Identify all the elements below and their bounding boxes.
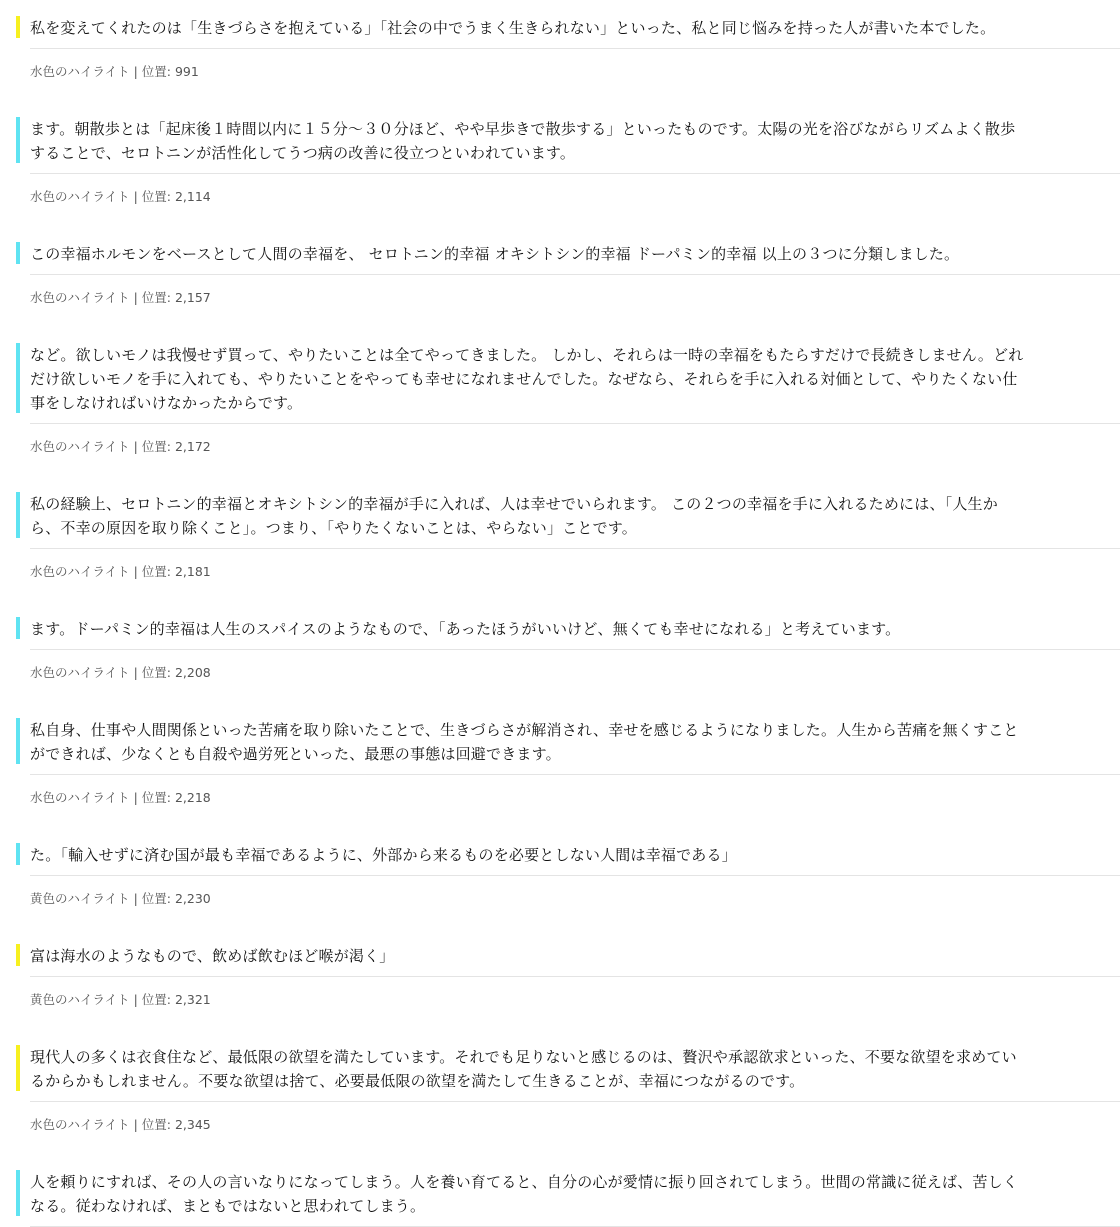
highlight-text [30,343,1072,423]
highlight-color-bar [16,492,20,538]
highlight-quote[interactable] [16,827,1120,875]
highlight-item[interactable] [0,1029,1120,1154]
highlight-item[interactable] [0,0,1120,101]
highlight-item[interactable] [0,827,1120,928]
highlight-color-bar [16,16,20,38]
highlight-quote[interactable] [16,476,1120,548]
highlight-meta: 黄色のハイライト | 位置: 2,230 [30,891,211,906]
highlight-color-bar [16,718,20,764]
highlight-text [30,16,1072,48]
highlight-color-bar [16,1170,20,1216]
highlight-quote[interactable] [16,226,1120,274]
highlight-text [30,1045,1072,1101]
highlight-item[interactable] [0,1154,1120,1227]
highlight-text-line: 富は海水のようなもので、飲めば飲むほど喉が渇く」 [30,947,395,965]
highlight-text-line: この幸福ホルモンをベースとして人間の幸福を、 セロトニン的幸福 オキシトシン的幸福 ドーパミン的幸福 以上の３つに分類しました。 [30,245,960,263]
highlight-color-bar [16,117,20,163]
highlight-text [30,492,1072,548]
highlight-meta: 黄色のハイライト | 位置: 2,321 [30,992,211,1007]
highlight-text [30,718,1072,774]
highlight-text-line: るからかもしれません。不要な欲望は捨て、必要最低限の欲望を満たして生きることが、幸福につながるのです。 [30,1072,805,1090]
highlight-color-bar [16,843,20,865]
highlight-item[interactable] [0,226,1120,327]
highlight-meta: 水色のハイライト | 位置: 2,181 [30,564,211,579]
highlight-meta: 水色のハイライト | 位置: 2,157 [30,290,211,305]
highlight-text-line: ます。ドーパミン的幸福は人生のスパイスのようなもので、「あったほうがいいけど、無くても幸せになれる」と考えています。 [30,620,901,638]
highlight-quote[interactable] [16,601,1120,649]
highlight-text-line: 私を変えてくれたのは「生きづらさを抱えている」「社会の中でうまく生きられない」といった、私と同じ悩みを持った人が書いた本でした。 [30,19,996,37]
highlight-item[interactable] [0,101,1120,226]
highlight-text [30,1170,1072,1226]
highlight-item[interactable] [0,476,1120,601]
highlight-text-line: ます。朝散歩とは「起床後１時間以内に１５分〜３０分ほど、やや早歩きで散歩する」といったものです。太陽の光を浴びながらリズムよく散歩 [30,120,1016,138]
highlight-color-bar [16,242,20,264]
highlight-item[interactable] [0,327,1120,476]
highlight-meta: 水色のハイライト | 位置: 2,172 [30,439,211,454]
highlight-text-line: ら、不幸の原因を取り除くこと」。つまり、「やりたくないことは、やらない」ことです。 [30,519,638,537]
highlight-color-bar [16,343,20,413]
highlight-meta: 水色のハイライト | 位置: 2,345 [30,1117,211,1132]
highlight-text [30,944,1072,976]
highlight-meta: 水色のハイライト | 位置: 2,208 [30,665,211,680]
highlight-quote[interactable] [16,0,1120,48]
highlight-color-bar [16,617,20,639]
highlight-text-line: 事をしなければいけなかったからです。 [30,394,303,412]
highlight-quote[interactable] [16,702,1120,774]
highlight-meta: 水色のハイライト | 位置: 991 [30,64,199,79]
highlight-item[interactable] [0,702,1120,827]
highlight-text-line: など。欲しいモノは我慢せず買って、やりたいことは全てやってきました。 しかし、それらは一時の幸福をもたらすだけで長続きしません。どれ [30,346,1024,364]
highlight-meta: 水色のハイライト | 位置: 2,218 [30,790,211,805]
highlight-quote[interactable] [16,928,1120,976]
highlight-text-line: することで、セロトニンが活性化してうつ病の改善に役立つといわれています。 [30,144,576,162]
highlight-text-line: 現代人の多くは衣食住など、最低限の欲望を満たしています。それでも足りないと感じるのは、贅沢や承認欲求といった、不要な欲望を求めてい [30,1048,1017,1066]
highlight-text-line: ができれば、少なくとも自殺や過労死といった、最悪の事態は回避できます。 [30,745,561,763]
highlight-meta: 水色のハイライト | 位置: 2,114 [30,189,211,204]
highlight-text [30,617,1072,649]
highlight-item[interactable] [0,928,1120,1029]
highlight-quote[interactable] [16,1029,1120,1101]
highlight-text-line: なる。従わなければ、まともではないと思われてしまう。 [30,1197,426,1215]
highlight-quote[interactable] [16,1154,1120,1226]
highlight-color-bar [16,1045,20,1091]
highlight-text-line: 私の経験上、セロトニン的幸福とオキシトシン的幸福が手に入れば、人は幸せでいられます。 この２つの幸福を手に入れるためには、「人生か [30,495,998,513]
highlight-text-line: た。「輸入せずに済む国が最も幸福であるように、外部から来るものを必要としない人間は幸福である」 [30,846,737,864]
highlight-item[interactable] [0,601,1120,702]
highlight-text [30,843,1072,875]
highlight-color-bar [16,944,20,966]
highlight-text [30,242,1072,274]
highlight-text-line: だけ欲しいモノを手に入れても、やりたいことをやっても幸せになれませんでした。なぜなら、それらを手に入れる対価として、やりたくない仕 [30,370,1018,388]
highlight-quote[interactable] [16,101,1120,173]
highlight-text [30,117,1072,173]
highlight-text-line: 人を頼りにすれば、その人の言いなりになってしまう。人を養い育てると、自分の心が愛情に振り回されてしまう。世間の常識に従えば、苦しく [30,1173,1019,1191]
highlight-text-line: 私自身、仕事や人間関係といった苦痛を取り除いたことで、生きづらさが解消され、幸せを感じるようになりました。人生から苦痛を無くすこと [30,721,1019,739]
highlight-quote[interactable] [16,327,1120,423]
